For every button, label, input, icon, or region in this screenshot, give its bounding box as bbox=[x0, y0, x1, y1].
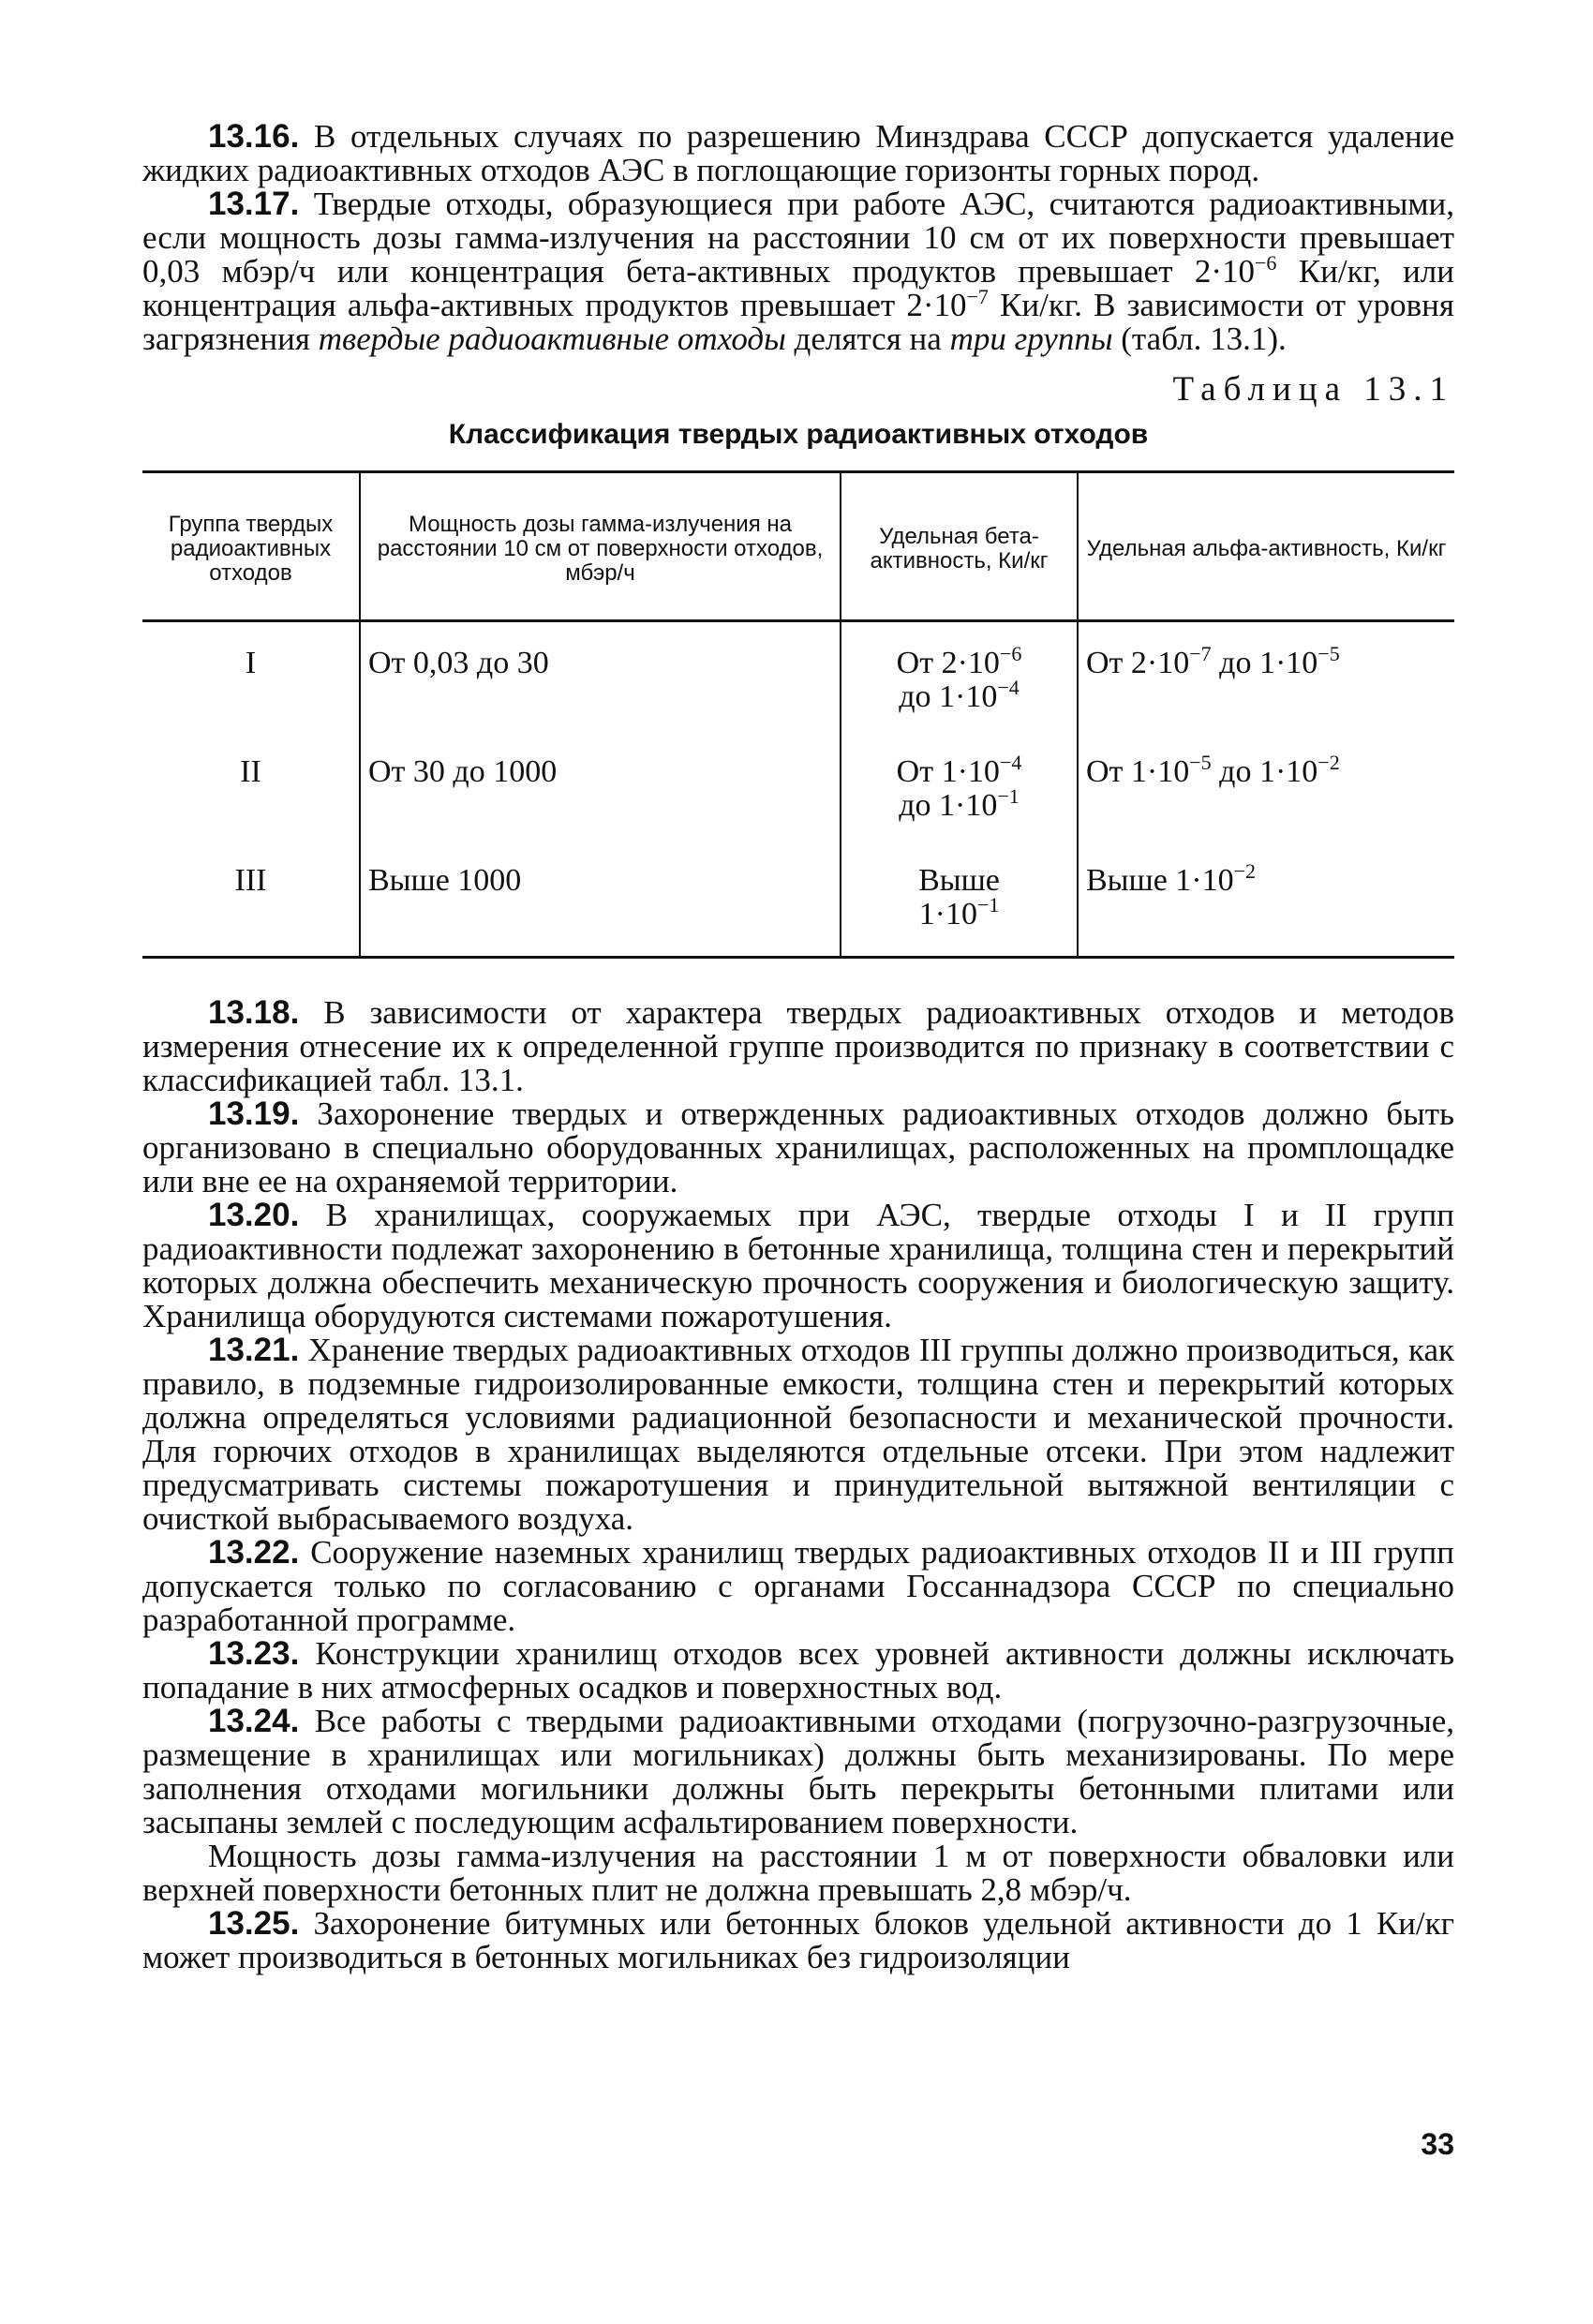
cell-text: до 1·10 bbox=[899, 679, 998, 714]
exponent: −4 bbox=[999, 751, 1022, 774]
paragraph-number: 13.18. bbox=[208, 994, 300, 1031]
paragraph-13-18 bbox=[142, 996, 1454, 1097]
paragraph-number: 13.22. bbox=[208, 1534, 300, 1571]
header-dose: Мощность дозы гамма-излучения на расстоянии 10 см от поверхности отходов, мбэр/ч bbox=[360, 472, 841, 621]
paragraph-13-22 bbox=[142, 1536, 1454, 1637]
paragraph-number: 13.19. bbox=[208, 1095, 300, 1132]
cell-text: От 1·10 bbox=[1086, 754, 1190, 789]
paragraph-text: Мощность дозы гамма-излучения на расстоянии 1 м от поверхности обваловки или верхней поверхности бетонных плит не должна превышать 2,8 мбэр/ч. bbox=[142, 1838, 1454, 1908]
paragraph-13-17 bbox=[142, 187, 1454, 356]
exponent: −6 bbox=[1255, 251, 1277, 275]
paragraph-number: 13.21. bbox=[208, 1332, 300, 1368]
exponent: −4 bbox=[997, 676, 1020, 699]
paragraph-13-25 bbox=[142, 1907, 1454, 1974]
header-alpha: Удельная альфа-активность, Ки/кг bbox=[1078, 472, 1454, 621]
cell-text: От 2·10 bbox=[1086, 646, 1190, 680]
table-row bbox=[142, 731, 1454, 840]
paragraph-text: (табл. 13.1). bbox=[1112, 320, 1287, 357]
table-row bbox=[142, 840, 1454, 958]
paragraph-text: Твердые отходы, образующиеся при работе АЭС, считаются радиоактивными, если мощность дозы гамма-излучения на расстоянии 10 см от их поверхности превышает 0,03 мбэр/ч или концентрация бета-активных продуктов превышает 2·10 bbox=[142, 186, 1454, 290]
cell-group: I bbox=[245, 646, 257, 680]
paragraph-number: 13.16. bbox=[208, 118, 300, 155]
paragraph-text: Хранение твердых радиоактивных отходов III группы должно производиться, как правило, в подземные гидроизолированные емкости, толщина стен и перекрытий которых должна определяться условиями радиационной безопасности и механической прочности. Для горючих отходов в хранилищах выделяются отдельные отсеки. При этом надлежит предусматривать системы пожаротушения и принудительной вытяжной вентиляции с очисткой выбрасываемого воздуха. bbox=[142, 1332, 1454, 1537]
paragraph-text: делятся на bbox=[785, 320, 950, 357]
table-row bbox=[142, 621, 1454, 732]
emphasis-text: твердые радиоактивные отходы bbox=[318, 320, 786, 357]
cell-text: От 1·10 bbox=[896, 754, 1000, 789]
paragraph-13-23 bbox=[142, 1637, 1454, 1705]
cell-text: Выше bbox=[918, 863, 1000, 898]
cell-dose: От 0,03 до 30 bbox=[360, 621, 841, 732]
paragraph-number: 13.20. bbox=[208, 1197, 300, 1233]
paragraph-number: 13.25. bbox=[208, 1905, 300, 1942]
paragraph-13-24-continued bbox=[142, 1840, 1454, 1907]
document-body bbox=[142, 120, 1454, 1974]
paragraph-number: 13.24. bbox=[208, 1703, 300, 1739]
cell-beta bbox=[841, 731, 1078, 840]
cell-alpha bbox=[1078, 621, 1454, 732]
paragraph-text: В хранилищах, сооружаемых при АЭС, твердые отходы I и II групп радиоактивности подлежат захоронению в бетонные хранилища, толщина стен и перекрытий которых должна обеспечить механическую прочность сооружения и биологическую защиту. Хранилища оборудуются системами пожаротушения. bbox=[142, 1197, 1455, 1334]
cell-dose: От 30 до 1000 bbox=[360, 731, 841, 840]
table-header-row bbox=[142, 472, 1454, 621]
cell-dose: Выше 1000 bbox=[360, 840, 841, 958]
exponent: −2 bbox=[1233, 859, 1257, 883]
paragraph-13-19 bbox=[142, 1097, 1454, 1199]
table-label bbox=[142, 370, 1454, 409]
paragraph-text: Захоронение твердых и отвержденных радиоактивных отходов должно быть организовано в специально оборудованных хранилищах, расположенных на промплощадке или вне ее на охраняемой территории. bbox=[142, 1095, 1455, 1199]
cell-group: II bbox=[240, 754, 261, 789]
cell-text: до 1·10 bbox=[1211, 646, 1318, 680]
cell-beta bbox=[841, 621, 1078, 732]
cell-text: От 2·10 bbox=[896, 646, 1000, 680]
cell-text: 1·10 bbox=[918, 897, 977, 931]
exponent: −2 bbox=[1318, 751, 1340, 774]
page-number: 33 bbox=[1421, 2127, 1454, 2161]
paragraph-text: Все работы с твердыми радиоактивными отходами (погрузочно-разгрузочные, размещение в хранилищах или могильниках) должны быть механизированы. По мере заполнения отходами могильники должны быть перекрыты бетонными плитами или засыпаны землей с последующим асфальтированием поверхности. bbox=[142, 1703, 1454, 1840]
paragraph-13-16 bbox=[142, 120, 1454, 187]
paragraph-13-24 bbox=[142, 1705, 1454, 1840]
paragraph-text: Ки/кг. В зависимости от уровня загрязнения bbox=[142, 287, 1454, 357]
emphasis-text: три группы bbox=[949, 320, 1113, 357]
cell-beta bbox=[841, 840, 1078, 958]
paragraph-text: Сооружение наземных хранилищ твердых радиоактивных отходов II и III групп допускается только по согласованию с органами Госсаннадзора СССР по специально разработанной программе. bbox=[142, 1534, 1455, 1638]
paragraph-text: Захоронение битумных или бетонных блоков удельной активности до 1 Ки/кг может производиться в бетонных могильниках без гидроизоляции bbox=[142, 1905, 1454, 1975]
paragraph-text: Конструкции хранилищ отходов всех уровней активности должны исключать попадание в них атмосферных осадков и поверхностных вод. bbox=[142, 1635, 1454, 1706]
cell-text: до 1·10 bbox=[899, 788, 998, 823]
paragraph-text: В зависимости от характера твердых радиоактивных отходов и методов измерения отнесение их к определенной группе производится по признаку в соответствии с классификацией табл. 13.1. bbox=[142, 994, 1454, 1098]
exponent: −6 bbox=[999, 642, 1022, 665]
exponent: −1 bbox=[997, 784, 1020, 808]
cell-text: Выше 1·10 bbox=[1086, 863, 1234, 898]
table-label-word: Таблица bbox=[1172, 370, 1347, 409]
paragraph-text: Ки/кг, или концентрация альфа-активных продуктов превышает 2·10 bbox=[142, 253, 1455, 323]
paragraph-text: В отдельных случаях по разрешению Минздрава СССР допускается удаление жидких радиоактивных отходов АЭС в поглощающие горизонты горных пород. bbox=[142, 118, 1454, 188]
cell-text: до 1·10 bbox=[1211, 754, 1318, 789]
paragraph-13-21 bbox=[142, 1333, 1454, 1536]
exponent: −7 bbox=[966, 285, 989, 308]
table-label-number: 13.1 bbox=[1363, 370, 1454, 409]
table-caption: Классификация твердых радиоактивных отходов bbox=[448, 419, 1149, 450]
cell-alpha bbox=[1078, 731, 1454, 840]
exponent: −1 bbox=[976, 893, 1000, 916]
exponent: −5 bbox=[1189, 751, 1212, 774]
paragraph-number: 13.17. bbox=[208, 186, 300, 222]
paragraph-13-20 bbox=[142, 1199, 1454, 1333]
cell-alpha bbox=[1078, 840, 1454, 958]
header-beta: Удельная бета-активность, Ки/кг bbox=[841, 472, 1078, 621]
exponent: −7 bbox=[1189, 642, 1212, 665]
paragraphs-after-table bbox=[142, 996, 1454, 1974]
header-group: Группа твердых радиоактивных отходов bbox=[142, 472, 360, 621]
exponent: −5 bbox=[1318, 642, 1340, 665]
classification-table bbox=[142, 470, 1454, 959]
cell-group: III bbox=[142, 840, 360, 958]
paragraph-number: 13.23. bbox=[208, 1635, 300, 1672]
